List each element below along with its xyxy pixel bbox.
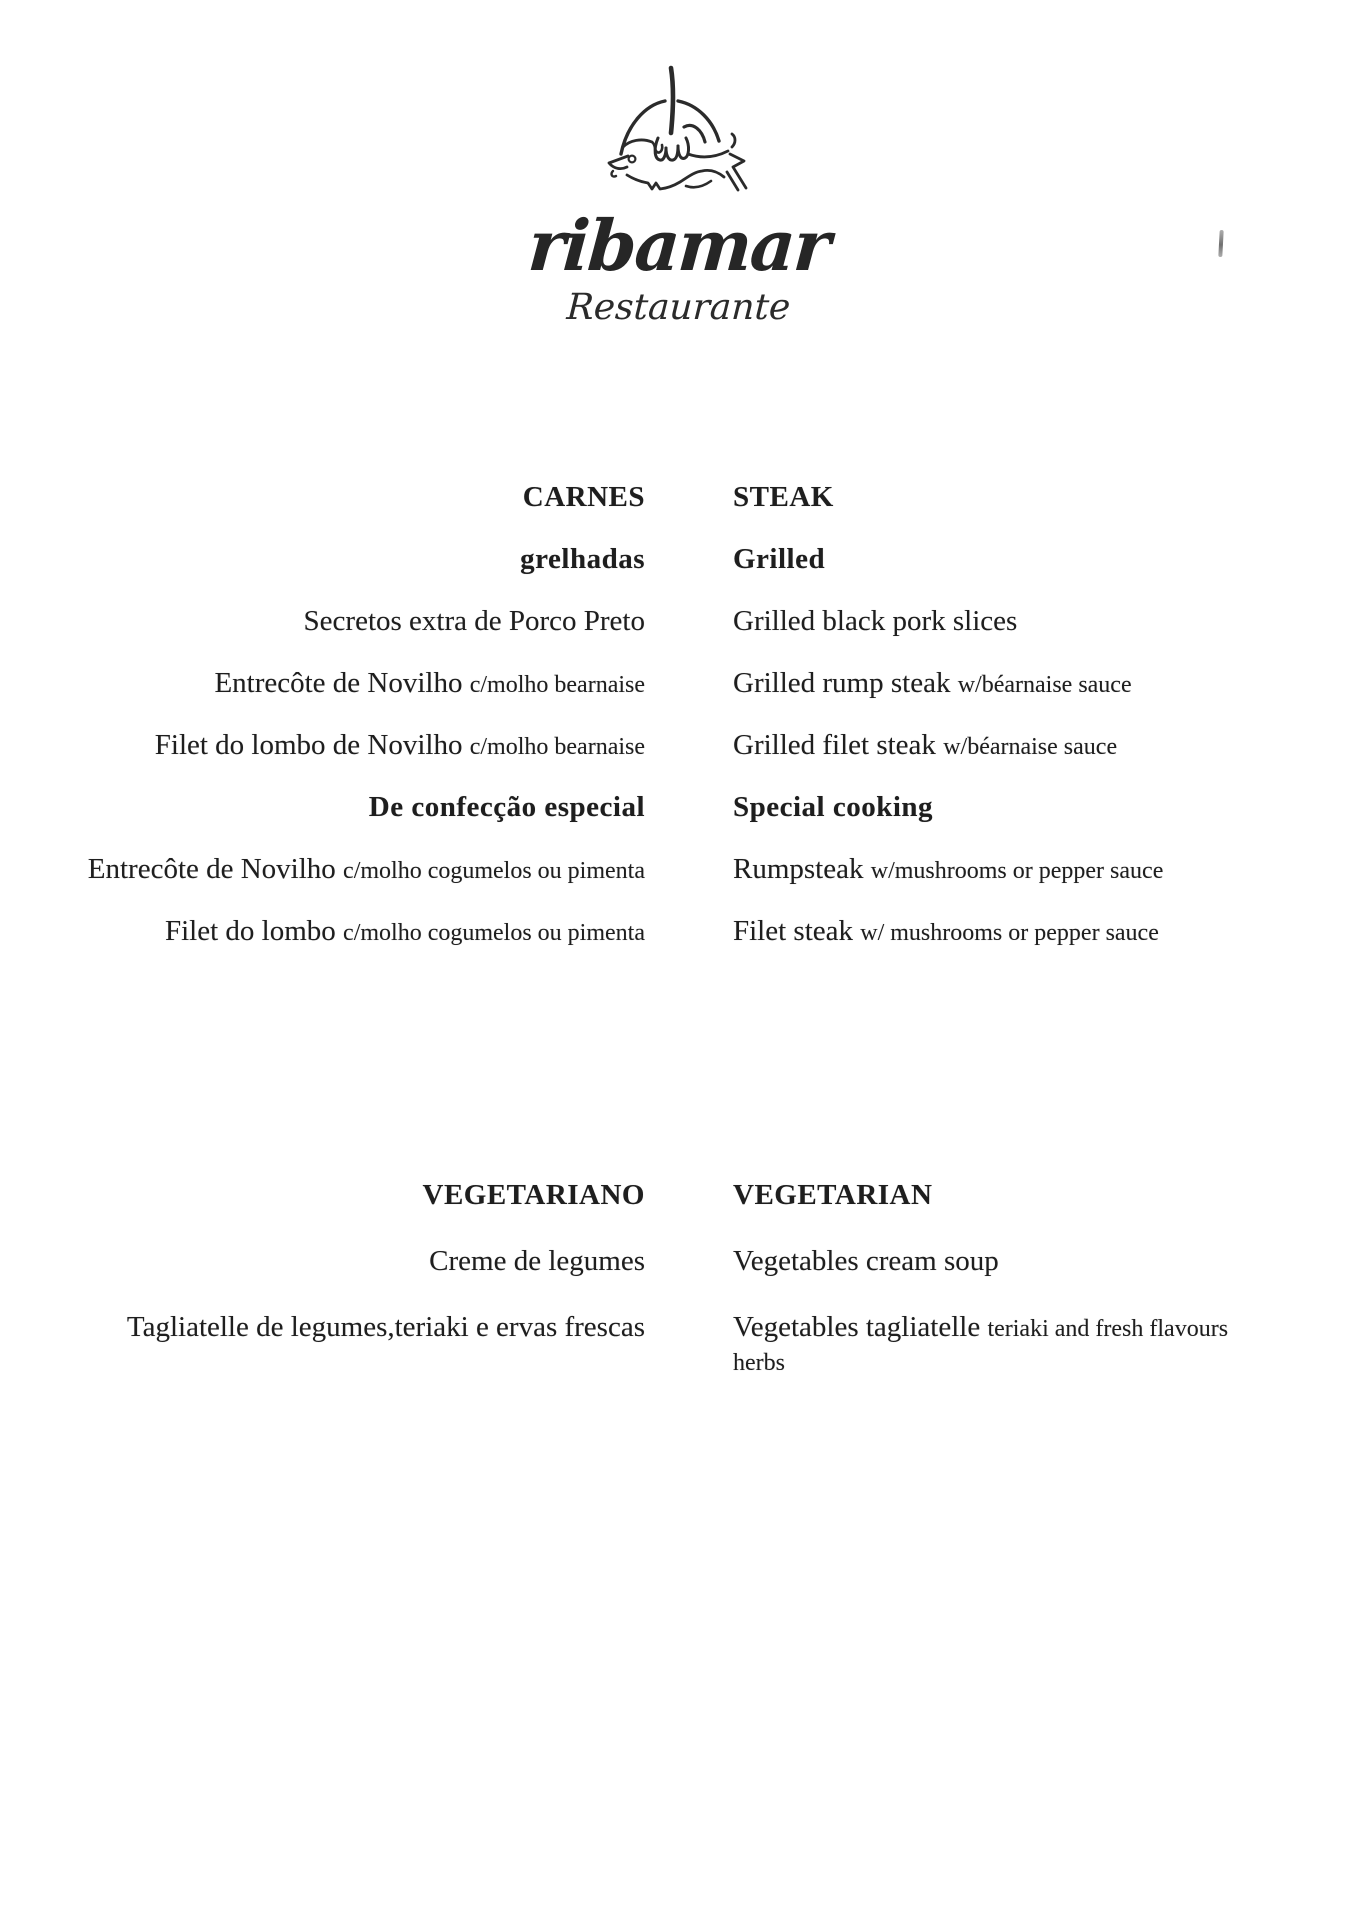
menu-row-subheader-special [0, 776, 1357, 838]
fish-fork-logo-icon [590, 55, 770, 205]
subheader-grilled: Grilled [733, 543, 826, 575]
header-steak: STEAK [733, 481, 834, 513]
menu-row-entrecote-cogumelos: Entrecôte de Novilho c/molho cogumelos ou pimenta Rumpsteak w/mushrooms or pepper sauce [87, 853, 1164, 885]
menu-row-creme-legumes: Creme de legumes Vegetables cream soup [429, 1245, 999, 1277]
menu-row-filet-cogumelos: Filet do lombo c/molho cogumelos ou pimenta Filet steak w/ mushrooms or pepper sauce [165, 915, 1159, 947]
menu-row-section-header [0, 466, 1357, 528]
menu-row-veg-header [0, 1162, 1357, 1228]
menu-row-entrecote-bearnaise: Entrecôte de Novilho c/molho bearnaise Grilled rump steak w/béarnaise sauce [214, 667, 1132, 699]
header-carnes: CARNES [522, 481, 645, 513]
menu-row-tagliatelle: Tagliatelle de legumes,teriaki e ervas frescas Vegetables tagliatelle teriaki and fresh flavours herbs [126, 1311, 1229, 1376]
header-vegetarian: VEGETARIAN [733, 1179, 933, 1211]
menu-row-filet-novilho-bearnaise: Filet do lombo de Novilho c/molho bearnaise Grilled filet steak w/béarnaise sauce [154, 729, 1118, 761]
brand-subtitle: Restaurante [565, 287, 792, 328]
subheader-special-cooking: Special cooking [733, 791, 934, 823]
menu-row-subheader-grilled [0, 528, 1357, 590]
subheader-confeccao-especial: De confecção especial [368, 791, 645, 823]
header-vegetariano: VEGETARIANO [422, 1179, 645, 1211]
brand-name: ribamar [525, 204, 832, 287]
menu-row-secretos: Secretos extra de Porco Preto Grilled black pork slices [303, 605, 1018, 637]
section-vegetarian [0, 1162, 1357, 1379]
section-carnes-steak [0, 466, 1357, 962]
subheader-grelhadas: grelhadas [520, 543, 645, 575]
